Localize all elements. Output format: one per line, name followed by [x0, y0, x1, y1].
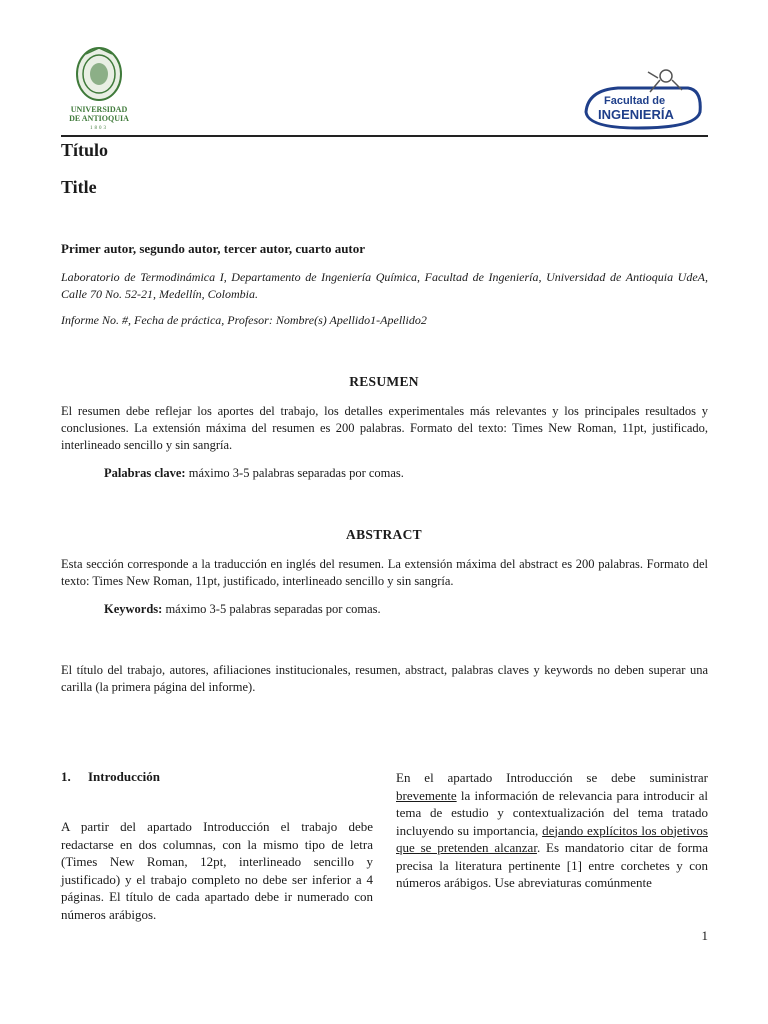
university-logo-year: 1803: [90, 126, 108, 131]
keywords-text-en: máximo 3-5 palabras separadas por comas.: [162, 602, 381, 616]
intro-text-part1: En el apartado Introducción se debe suministrar: [396, 770, 708, 785]
university-logo-line2: DE ANTIOQUIA: [69, 114, 129, 123]
abstract-keywords: [104, 602, 381, 617]
resumen-heading: RESUMEN: [349, 374, 419, 389]
introduction-heading: [61, 769, 160, 785]
section-number: 1.: [61, 769, 71, 784]
title-english: Title: [61, 177, 97, 197]
abstract-heading: ABSTRACT: [346, 527, 422, 542]
intro-underlined-2: dejando explícitos los objetivos que se pretenden alcanzar: [396, 822, 708, 855]
faculty-logo: [578, 66, 708, 132]
introduction-right-column: [396, 769, 708, 892]
keywords-text-es: máximo 3-5 palabras separadas por comas.: [185, 466, 404, 480]
university-seal-icon: [64, 46, 134, 132]
keywords-label-en: Keywords:: [104, 602, 163, 616]
intro-text-part3: . Es mandatorio citar de forma precisa la literatura pertinente [1] entre corchetes y con números arábigos. Use abreviaturas comúnmente: [396, 840, 708, 890]
resumen-keywords: [104, 466, 404, 481]
keywords-label-es: Palabras clave:: [104, 466, 186, 480]
first-page-note: El título del trabajo, autores, afiliaciones institucionales, resumen, abstract, palabras claves y keywords no deben superar una carilla (la primera página del informe).: [61, 663, 708, 694]
report-info: Informe No. #, Fecha de práctica, Profesor: Nombre(s) Apellido1-Apellido2: [61, 313, 427, 327]
title-spanish: Título: [61, 140, 109, 160]
faculty-engineering-logo-icon: [578, 66, 708, 132]
intro-text-part2: la información de relevancia para introducir al tema de estudio y contextualización del tema tratado incluyendo su importancia,: [396, 787, 708, 838]
page-number: 1: [701, 928, 708, 943]
resumen-body: El resumen debe reflejar los aportes del trabajo, los detalles experimentales más relevantes y los principales resultados y conclusiones. La extensión máxima del resumen es 200 palabras. Formato del texto: Times New Roman, 11pt, justificado, interlineado sencillo y sin sangría.: [61, 404, 708, 452]
section-title: Introducción: [88, 769, 160, 784]
header-divider: [61, 135, 708, 137]
authors-line: Primer autor, segundo autor, tercer autor, cuarto autor: [61, 241, 366, 256]
faculty-logo-line2: INGENIERÍA: [598, 107, 674, 122]
intro-underlined-1: brevemente: [396, 787, 457, 803]
university-logo: [64, 46, 134, 132]
university-logo-line1: UNIVERSIDAD: [70, 105, 128, 114]
affiliation: Laboratorio de Termodinámica I, Departamento de Ingeniería Química, Facultad de Ingeniería, Universidad de Antioquia UdeA, Calle 70 No. 52-21, Medellín, Colombia.: [61, 270, 708, 301]
introduction-left-column: A partir del apartado Introducción el trabajo debe redactarse en dos columnas, con la mismo tipo de letra (Times New Roman, 12pt, interlineado sencillo y justificado) y el trabajo completo no debe ser inferior a 4 páginas. El título de cada apartado debe ir numerado con números arábigos.: [61, 819, 373, 922]
faculty-logo-line1: Facultad de: [604, 95, 666, 107]
abstract-body: Esta sección corresponde a la traducción en inglés del resumen. La extensión máxima del abstract es 200 palabras. Formato del texto: Times New Roman, 11pt, justificado, interlineado sencillo y sin sangría.: [61, 557, 708, 588]
